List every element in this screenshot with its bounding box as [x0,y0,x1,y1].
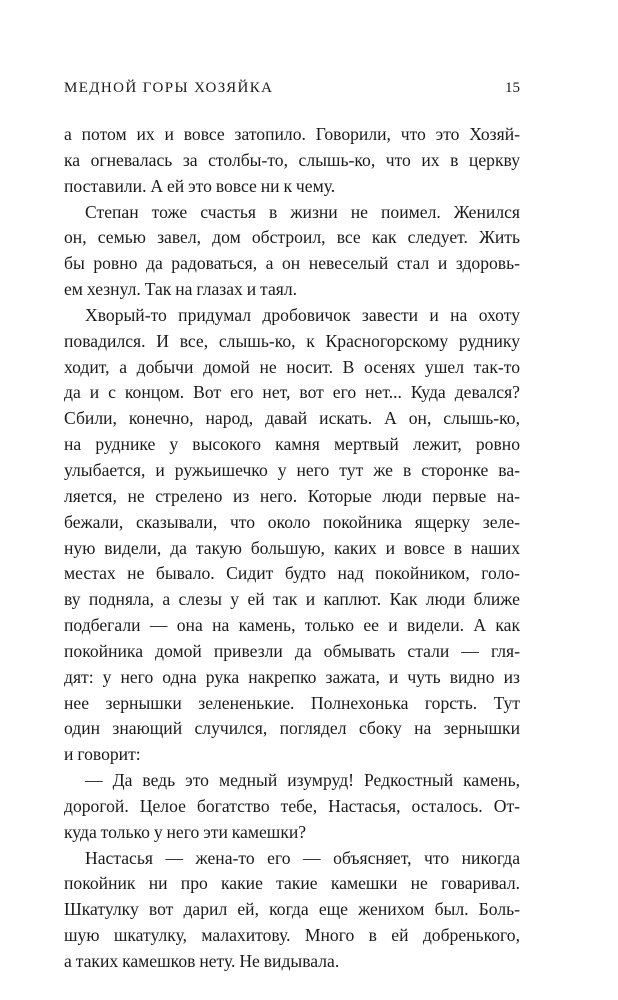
text-line: один знающий случился, поглядел сбоку на зернышки [64,718,520,739]
text-line: он, семью завел, дом обстроил, все как следует. Жить [64,227,520,248]
text-line: дят: у него одна рука накрепко зажата, и чуть видно из [64,666,520,687]
page-number: 15 [505,80,520,96]
text-line: бы ровно да радоваться, а он невеселый стал и здоровь- [64,253,520,274]
text-line: Сбили, конечно, народ, давай искать. А он, слышь-ко, [64,408,520,429]
text-line: шую шкатулку, малахитову. Много в ей добренького, [64,925,520,946]
text-line: и говорит: [64,744,141,765]
text-line: ем хезнул. Так на глазах и таял. [64,279,298,300]
text-line: — Да ведь это медный изумруд! Редкостный камень, [85,770,520,791]
text-line: Шкатулку вот дарил ей, когда еще женихом был. Боль- [64,899,520,920]
text-line: дорогой. Целое богатство тебе, Настасья, осталось. От- [64,795,520,816]
text-line: повадился. И все, слышь-ко, к Красногорскому руднику [64,330,520,351]
text-line: ка огневалась за столбы-то, слышь-ко, что их в церкву [64,149,520,170]
text-line: Настасья — жена-то его — объясняет, что никогда [85,847,520,868]
text-line: подбегали — она на камень, только ее и видели. А как [64,615,520,636]
text-line: улыбается, и ружьишечко у него тут же в сторонке ва- [64,459,520,480]
text-line: поставили. А ей это вовсе ни к чему. [64,175,336,196]
text-line: ходит, а добычи домой не носит. В осенях ушел так-то [64,356,520,377]
text-line: нее зернышки зелененькие. Полнехонька горсть. Тут [64,692,520,713]
text-line: Хворый-то придумал дробовичок завести и на охоту [85,304,520,325]
running-title: МЕДНОЙ ГОРЫ ХОЗЯЙКА [64,80,274,96]
text-line: покойника домой привезли да обмывать стали — гля- [64,640,520,661]
text-line: куда только у него эти камешки? [64,821,307,842]
text-line: а потом их и вовсе затопило. Говорили, что это Хозяй- [64,124,520,144]
running-header [64,80,520,104]
text-line: ляется, не стрелено из него. Которые люди первые на- [64,485,520,506]
body-text [64,122,520,975]
text-line: ву подняла, а слезы у ей так и каплют. Как люди ближе [64,589,520,610]
text-line: покойник ни про какие такие камешки не говаривал. [64,873,520,894]
text-line: а таких камешков нету. Не видывала. [64,951,340,971]
text-line: на руднике у высокого камня мертвый лежит, ровно [64,434,520,455]
text-line: ную видели, да такую большую, каких и вовсе в наших [64,537,520,558]
text-line: местах не бывало. Сидит будто над покойником, голо- [64,563,520,584]
text-line: да и с концом. Вот его нет, вот его нет... Куда девался? [64,382,520,403]
text-line: Степан тоже счастья в жизни не поимел. Женился [85,201,520,222]
text-line: бежали, сказывали, что около покойника ящерку зеле- [64,511,520,532]
